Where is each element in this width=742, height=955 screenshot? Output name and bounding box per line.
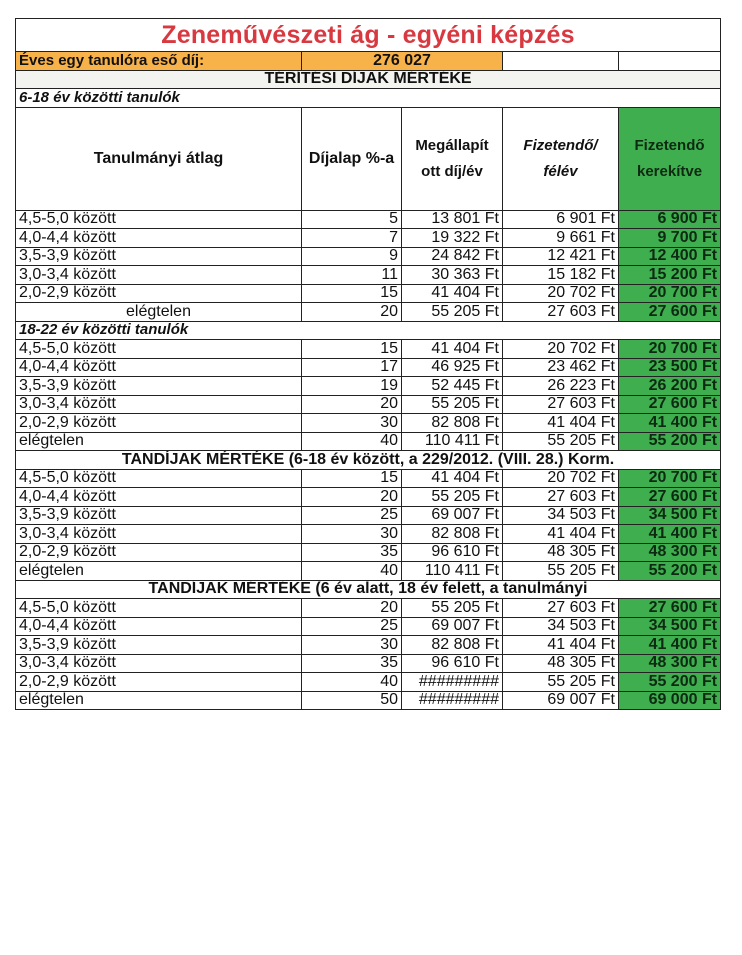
header-dijalap: Díjalap %-a (302, 107, 402, 210)
percent-cell: 25 (302, 506, 402, 525)
semester-fee-cell: 41 404 Ft (503, 636, 619, 655)
semester-fee-cell: 6 901 Ft (503, 210, 619, 229)
percent-cell: 20 (302, 395, 402, 414)
percent-cell: 25 (302, 617, 402, 636)
semester-fee-cell: 26 223 Ft (503, 377, 619, 396)
rounded-fee-cell: 20 700 Ft (619, 340, 721, 359)
table-row (16, 266, 721, 285)
semester-fee-cell: 27 603 Ft (503, 599, 619, 618)
grade-range-cell: 3,0-3,4 között (16, 525, 302, 544)
rounded-fee-cell: 20 700 Ft (619, 284, 721, 303)
rounded-fee-cell: 41 400 Ft (619, 636, 721, 655)
rounded-fee-cell: 55 200 Ft (619, 562, 721, 581)
percent-cell: 35 (302, 654, 402, 673)
grade-range-cell: 4,0-4,4 között (16, 488, 302, 507)
grade-range-cell: 3,0-3,4 között (16, 654, 302, 673)
grade-range-cell: 4,5-5,0 között (16, 340, 302, 359)
annual-fee-cell: 41 404 Ft (402, 469, 503, 488)
table-row (16, 414, 721, 433)
rounded-fee-cell: 6 900 Ft (619, 210, 721, 229)
grade-range-cell: 3,5-3,9 között (16, 247, 302, 266)
grade-range-cell: elégtelen (16, 303, 302, 322)
annual-fee-cell: 41 404 Ft (402, 340, 503, 359)
semester-fee-cell: 27 603 Ft (503, 303, 619, 322)
header-fizetendo-felev: Fizetendő/ félév (503, 107, 619, 210)
empty-cell (503, 52, 619, 71)
annual-fee-cell: 24 842 Ft (402, 247, 503, 266)
grade-range-cell: 4,0-4,4 között (16, 229, 302, 248)
percent-cell: 20 (302, 599, 402, 618)
semester-fee-cell: 69 007 Ft (503, 691, 619, 710)
rounded-fee-cell: 12 400 Ft (619, 247, 721, 266)
percent-cell: 15 (302, 340, 402, 359)
grade-range-cell: 3,0-3,4 között (16, 266, 302, 285)
percent-cell: 30 (302, 414, 402, 433)
fee-sheet (15, 18, 721, 710)
table-row (16, 284, 721, 303)
section-title-teritesi: TÉRÍTÉSI DÍJAK MÉRTÉKE (16, 70, 721, 89)
table-row (16, 432, 721, 451)
document-title: Zeneművészeti ág - egyéni képzés (16, 19, 721, 52)
annual-fee-value: 276 027 (302, 52, 503, 71)
fee-table (15, 18, 721, 710)
annual-fee-cell: 19 322 Ft (402, 229, 503, 248)
table-row (16, 395, 721, 414)
semester-fee-cell: 34 503 Ft (503, 617, 619, 636)
annual-fee-cell: 96 610 Ft (402, 543, 503, 562)
table-row (16, 599, 721, 618)
semester-fee-cell: 48 305 Ft (503, 543, 619, 562)
header-atlag: Tanulmányi átlag (16, 107, 302, 210)
table-row (16, 247, 721, 266)
annual-fee-cell: 82 808 Ft (402, 414, 503, 433)
table-row (16, 303, 721, 322)
semester-fee-cell: 20 702 Ft (503, 284, 619, 303)
table-row (16, 506, 721, 525)
grade-range-cell: 4,0-4,4 között (16, 617, 302, 636)
table-row (16, 691, 721, 710)
grade-range-cell: 3,0-3,4 között (16, 395, 302, 414)
rounded-fee-cell: 27 600 Ft (619, 303, 721, 322)
annual-fee-cell: ######### (402, 691, 503, 710)
table-row (16, 358, 721, 377)
grade-range-cell: elégtelen (16, 691, 302, 710)
rounded-fee-cell: 48 300 Ft (619, 654, 721, 673)
rounded-fee-cell: 34 500 Ft (619, 617, 721, 636)
fee-block-tandij-2 (16, 599, 721, 710)
fee-block-teritesi-6-18 (16, 210, 721, 321)
header-megallapitott: Megállapít ott díj/év (402, 107, 503, 210)
grade-range-cell: 3,5-3,9 között (16, 636, 302, 655)
annual-fee-cell: 30 363 Ft (402, 266, 503, 285)
grade-range-cell: elégtelen (16, 432, 302, 451)
percent-cell: 40 (302, 673, 402, 692)
rounded-fee-cell: 34 500 Ft (619, 506, 721, 525)
semester-fee-cell: 34 503 Ft (503, 506, 619, 525)
table-row (16, 377, 721, 396)
table-row (16, 562, 721, 581)
annual-fee-cell: 55 205 Ft (402, 395, 503, 414)
table-row (16, 543, 721, 562)
percent-cell: 20 (302, 303, 402, 322)
percent-cell: 35 (302, 543, 402, 562)
annual-fee-cell: 82 808 Ft (402, 525, 503, 544)
semester-fee-cell: 48 305 Ft (503, 654, 619, 673)
grade-range-cell: 4,5-5,0 között (16, 210, 302, 229)
rounded-fee-cell: 26 200 Ft (619, 377, 721, 396)
fee-block-tandij-1 (16, 469, 721, 580)
annual-fee-cell: 55 205 Ft (402, 303, 503, 322)
percent-cell: 9 (302, 247, 402, 266)
rounded-fee-cell: 27 600 Ft (619, 395, 721, 414)
percent-cell: 30 (302, 525, 402, 544)
semester-fee-cell: 27 603 Ft (503, 395, 619, 414)
rounded-fee-cell: 41 400 Ft (619, 414, 721, 433)
annual-fee-cell: 52 445 Ft (402, 377, 503, 396)
table-row (16, 636, 721, 655)
grade-range-cell: 4,5-5,0 között (16, 469, 302, 488)
semester-fee-cell: 9 661 Ft (503, 229, 619, 248)
percent-cell: 11 (302, 266, 402, 285)
annual-fee-cell: 69 007 Ft (402, 506, 503, 525)
table-row (16, 673, 721, 692)
rounded-fee-cell: 69 000 Ft (619, 691, 721, 710)
section-title-tandij-2: TANDÍJAK MÉRTÉKE (6 év alatt, 18 év felett, a tanulmányi (16, 580, 721, 599)
rounded-fee-cell: 55 200 Ft (619, 673, 721, 692)
header-fizetendo-kerekitve: Fizetendő kerekítve (619, 107, 721, 210)
annual-fee-cell: 69 007 Ft (402, 617, 503, 636)
semester-fee-cell: 20 702 Ft (503, 340, 619, 359)
percent-cell: 40 (302, 562, 402, 581)
annual-fee-cell: 46 925 Ft (402, 358, 503, 377)
table-row (16, 229, 721, 248)
grade-range-cell: 2,0-2,9 között (16, 543, 302, 562)
percent-cell: 19 (302, 377, 402, 396)
percent-cell: 5 (302, 210, 402, 229)
table-row (16, 654, 721, 673)
percent-cell: 20 (302, 488, 402, 507)
fee-block-teritesi-18-22 (16, 340, 721, 451)
percent-cell: 30 (302, 636, 402, 655)
table-row (16, 488, 721, 507)
percent-cell: 15 (302, 284, 402, 303)
rounded-fee-cell: 27 600 Ft (619, 488, 721, 507)
semester-fee-cell: 12 421 Ft (503, 247, 619, 266)
rounded-fee-cell: 27 600 Ft (619, 599, 721, 618)
empty-cell (619, 52, 721, 71)
annual-fee-cell: 55 205 Ft (402, 488, 503, 507)
table-row (16, 617, 721, 636)
annual-fee-cell: 110 411 Ft (402, 432, 503, 451)
percent-cell: 7 (302, 229, 402, 248)
semester-fee-cell: 15 182 Ft (503, 266, 619, 285)
table-row (16, 340, 721, 359)
grade-range-cell: 2,0-2,9 között (16, 414, 302, 433)
group-title-18-22: 18-22 év közötti tanulók (16, 321, 721, 340)
annual-fee-cell: 82 808 Ft (402, 636, 503, 655)
annual-fee-cell: 110 411 Ft (402, 562, 503, 581)
table-row (16, 525, 721, 544)
group-title-6-18: 6-18 év közötti tanulók (16, 89, 721, 108)
grade-range-cell: 3,5-3,9 között (16, 506, 302, 525)
grade-range-cell: 4,5-5,0 között (16, 599, 302, 618)
grade-range-cell: elégtelen (16, 562, 302, 581)
table-row (16, 469, 721, 488)
rounded-fee-cell: 20 700 Ft (619, 469, 721, 488)
percent-cell: 15 (302, 469, 402, 488)
rounded-fee-cell: 55 200 Ft (619, 432, 721, 451)
grade-range-cell: 4,0-4,4 között (16, 358, 302, 377)
semester-fee-cell: 41 404 Ft (503, 525, 619, 544)
annual-fee-cell: 55 205 Ft (402, 599, 503, 618)
section-title-tandij-1: TANDÍJAK MÉRTÉKE (6-18 év között, a 229/2012. (VIII. 28.) Korm. (16, 451, 721, 470)
annual-fee-label: Éves egy tanulóra eső díj: (16, 52, 302, 71)
grade-range-cell: 2,0-2,9 között (16, 284, 302, 303)
semester-fee-cell: 23 462 Ft (503, 358, 619, 377)
rounded-fee-cell: 15 200 Ft (619, 266, 721, 285)
semester-fee-cell: 41 404 Ft (503, 414, 619, 433)
percent-cell: 50 (302, 691, 402, 710)
rounded-fee-cell: 9 700 Ft (619, 229, 721, 248)
percent-cell: 40 (302, 432, 402, 451)
semester-fee-cell: 55 205 Ft (503, 562, 619, 581)
semester-fee-cell: 55 205 Ft (503, 673, 619, 692)
annual-fee-cell: ######### (402, 673, 503, 692)
semester-fee-cell: 27 603 Ft (503, 488, 619, 507)
grade-range-cell: 3,5-3,9 között (16, 377, 302, 396)
annual-fee-cell: 41 404 Ft (402, 284, 503, 303)
semester-fee-cell: 55 205 Ft (503, 432, 619, 451)
percent-cell: 17 (302, 358, 402, 377)
rounded-fee-cell: 41 400 Ft (619, 525, 721, 544)
rounded-fee-cell: 23 500 Ft (619, 358, 721, 377)
table-row (16, 210, 721, 229)
rounded-fee-cell: 48 300 Ft (619, 543, 721, 562)
annual-fee-cell: 13 801 Ft (402, 210, 503, 229)
semester-fee-cell: 20 702 Ft (503, 469, 619, 488)
annual-fee-cell: 96 610 Ft (402, 654, 503, 673)
grade-range-cell: 2,0-2,9 között (16, 673, 302, 692)
